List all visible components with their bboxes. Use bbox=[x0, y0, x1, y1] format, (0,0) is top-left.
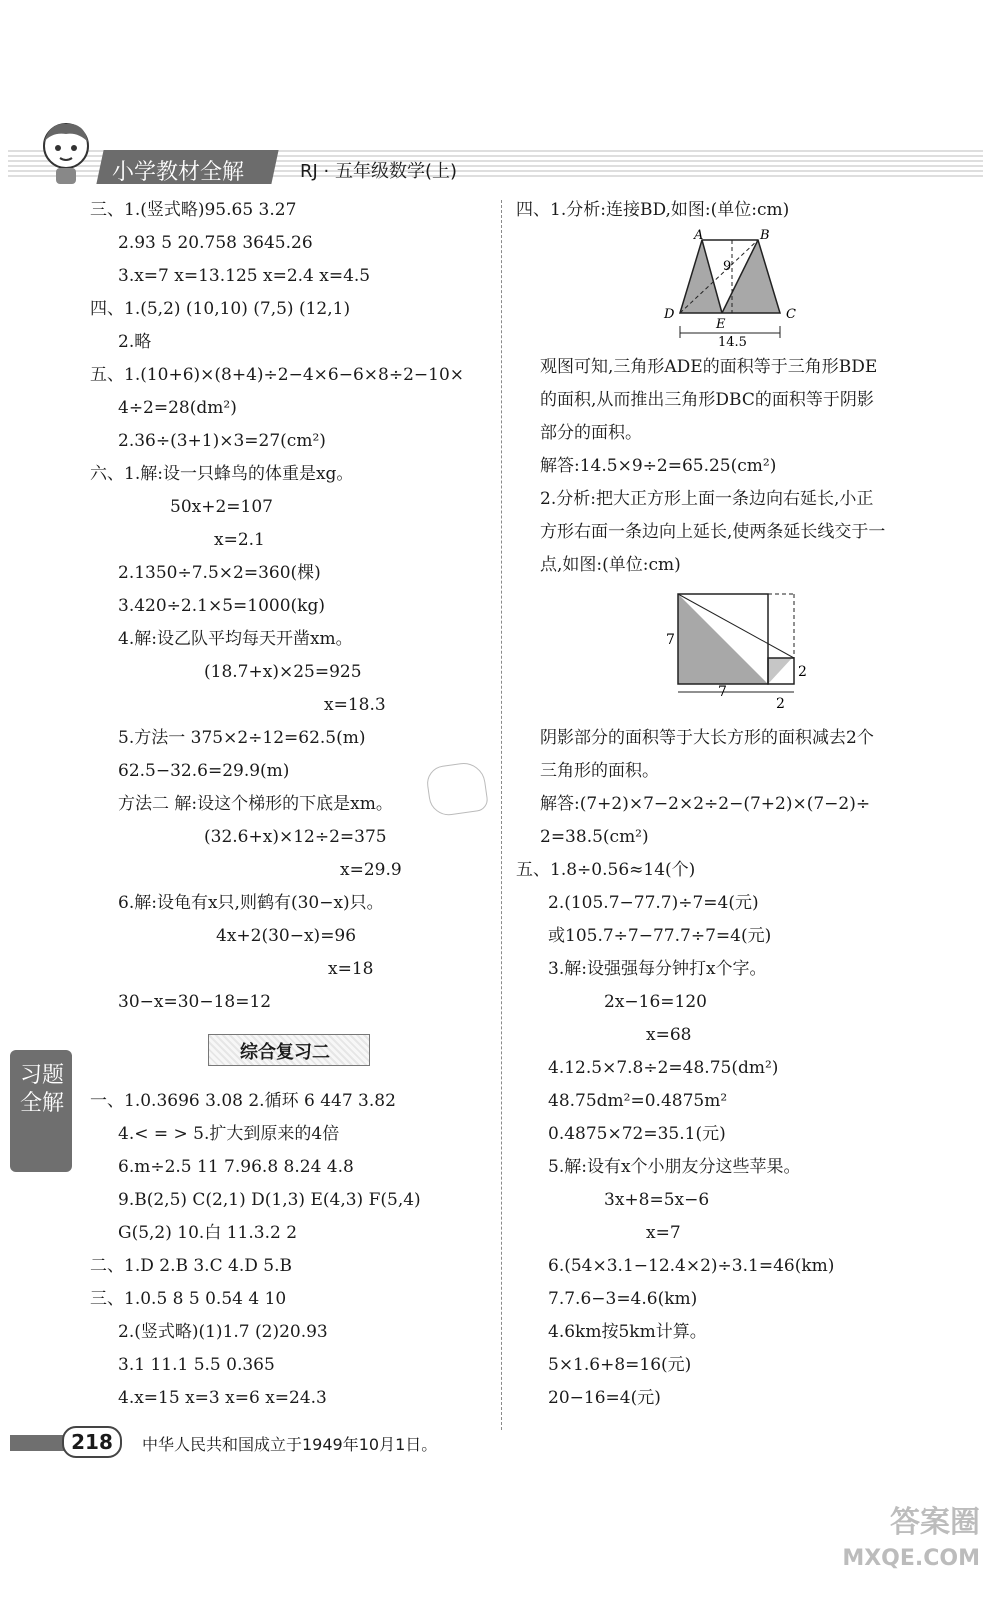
header-title: 小学教材全解 bbox=[112, 160, 245, 185]
answer-line: 三、1.0.5 8 5 0.54 4 10 bbox=[90, 1289, 287, 1309]
answer-line: 2.(105.7−77.7)÷7=4(元) bbox=[548, 893, 759, 913]
answer-line: 的面积,从而推出三角形DBC的面积等于阴影 bbox=[540, 390, 874, 410]
answer-line: 解答:14.5×9÷2=65.25(cm²) bbox=[540, 456, 777, 476]
trapezoid-figure bbox=[660, 228, 810, 353]
answer-line: x=18 bbox=[328, 959, 374, 979]
answer-line: 3.1 11.1 5.5 0.365 bbox=[118, 1355, 275, 1375]
answer-line: 解答:(7+2)×7−2×2÷2−(7+2)×(7−2)÷ bbox=[540, 794, 871, 814]
answer-line: x=7 bbox=[646, 1223, 681, 1243]
answer-line: 4x+2(30−x)=96 bbox=[216, 926, 357, 946]
answer-line: 50x+2=107 bbox=[170, 497, 273, 517]
answer-line: 6.m÷2.5 11 7.96.8 8.24 4.8 bbox=[118, 1157, 354, 1177]
answer-line: 4.< = > 5.扩大到原来的4倍 bbox=[118, 1124, 340, 1144]
answer-line: 2.略 bbox=[118, 332, 152, 352]
column-divider bbox=[501, 200, 503, 1430]
answer-line: 6.解:设龟有x只,则鹤有(30−x)只。 bbox=[118, 893, 384, 913]
answer-line: 48.75dm²=0.4875m² bbox=[548, 1091, 728, 1111]
answer-line: 2x−16=120 bbox=[604, 992, 707, 1012]
point-e-label: E bbox=[716, 317, 726, 332]
small-side-label: 2 bbox=[798, 664, 807, 680]
answer-line: 2=38.5(cm²) bbox=[540, 827, 649, 847]
answer-line: 4.12.5×7.8÷2=48.75(dm²) bbox=[548, 1058, 779, 1078]
answer-line: 六、1.解:设一只蜂鸟的体重是xg。 bbox=[90, 464, 354, 484]
answer-line: 2.分析:把大正方形上面一条边向右延长,小正 bbox=[540, 489, 874, 509]
answer-line: 4÷2=28(dm²) bbox=[118, 398, 237, 418]
height-label: 9 bbox=[723, 259, 732, 274]
answer-line: G(5,2) 10.白 11.3.2 2 bbox=[118, 1223, 298, 1243]
answer-line: 9.B(2,5) C(2,1) D(1,3) E(4,3) F(5,4) bbox=[118, 1190, 421, 1210]
answer-line: 4.6km按5km计算。 bbox=[548, 1322, 707, 1342]
answer-line: 3.解:设强强每分钟打x个字。 bbox=[548, 959, 767, 979]
point-d-label: D bbox=[664, 307, 675, 322]
squares-figure bbox=[660, 588, 810, 718]
answer-line: 方形右面一条边向上延长,使两条延长线交于一 bbox=[540, 522, 886, 542]
answer-line: 3.420÷2.1×5=1000(kg) bbox=[118, 596, 325, 616]
point-b-label: B bbox=[760, 228, 770, 243]
answer-line: 四、1.(5,2) (10,10) (7,5) (12,1) bbox=[90, 299, 351, 319]
answer-line: 阴影部分的面积等于大长方形的面积减去2个 bbox=[540, 728, 874, 748]
answer-line: 4.x=15 x=3 x=6 x=24.3 bbox=[118, 1388, 327, 1408]
big-bottom-label: 7 bbox=[718, 684, 727, 700]
answer-line: 4.解:设乙队平均每天开凿xm。 bbox=[118, 629, 353, 649]
answer-line: 3.x=7 x=13.125 x=2.4 x=4.5 bbox=[118, 266, 371, 286]
answer-line: 0.4875×72=35.1(元) bbox=[548, 1124, 726, 1144]
answer-line: x=29.9 bbox=[340, 860, 402, 880]
answer-line: 6.(54×3.1−12.4×2)÷3.1=46(km) bbox=[548, 1256, 835, 1276]
answer-line: 二、1.D 2.B 3.C 4.D 5.B bbox=[90, 1256, 292, 1276]
answer-line: (18.7+x)×25=925 bbox=[204, 662, 362, 682]
side-tab-label: 习题全解 bbox=[20, 1063, 65, 1116]
answer-line: 三角形的面积。 bbox=[540, 761, 659, 781]
answer-line: 2.1350÷7.5×2=360(棵) bbox=[118, 563, 321, 583]
answer-line: 2.(竖式略)(1)1.7 (2)20.93 bbox=[118, 1322, 328, 1342]
answer-line: 四、1.分析:连接BD,如图:(单位:cm) bbox=[516, 200, 790, 220]
answer-line: x=68 bbox=[646, 1025, 692, 1045]
answer-line: 一、1.0.3696 3.08 2.循环 6 447 3.82 bbox=[90, 1091, 396, 1111]
header-subtitle: RJ · 五年级数学(上) bbox=[300, 161, 458, 182]
footer-note: 中华人民共和国成立于1949年10月1日。 bbox=[142, 1435, 438, 1454]
point-c-label: C bbox=[786, 307, 796, 322]
mascot-icon bbox=[30, 118, 100, 188]
answer-line: 5.方法一 375×2÷12=62.5(m) bbox=[118, 728, 366, 748]
answer-line: 三、1.(竖式略)95.65 3.27 bbox=[90, 200, 297, 220]
section-title: 综合复习二 bbox=[240, 1042, 330, 1063]
answer-line: x=18.3 bbox=[324, 695, 386, 715]
footer-bar bbox=[10, 1435, 65, 1451]
answer-line: 3x+8=5x−6 bbox=[604, 1190, 710, 1210]
big-side-label: 7 bbox=[666, 632, 675, 648]
watermark-logo bbox=[842, 1505, 980, 1577]
answer-line: 五、1.8÷0.56≈14(个) bbox=[516, 860, 696, 880]
answer-line: x=2.1 bbox=[214, 530, 265, 550]
point-a-label: A bbox=[694, 228, 704, 243]
answer-line: 5.解:设有x个小朋友分这些苹果。 bbox=[548, 1157, 801, 1177]
base-label: 14.5 bbox=[718, 335, 747, 350]
answer-line: 2.93 5 20.758 3645.26 bbox=[118, 233, 313, 253]
answer-line: 7.7.6−3=4.6(km) bbox=[548, 1289, 698, 1309]
answer-line: 五、1.(10+6)×(8+4)÷2−4×6−6×8÷2−10× bbox=[90, 365, 465, 385]
stamp-mark bbox=[425, 760, 489, 818]
answer-line: (32.6+x)×12÷2=375 bbox=[204, 827, 387, 847]
answer-line: 观图可知,三角形ADE的面积等于三角形BDE bbox=[540, 357, 878, 377]
page-number: 218 bbox=[62, 1426, 122, 1458]
answer-line: 点,如图:(单位:cm) bbox=[540, 555, 681, 575]
answer-line: 部分的面积。 bbox=[540, 423, 642, 443]
answer-line: 30−x=30−18=12 bbox=[118, 992, 272, 1012]
answer-line: 62.5−32.6=29.9(m) bbox=[118, 761, 290, 781]
answer-line: 方法二 解:设这个梯形的下底是xm。 bbox=[118, 794, 393, 814]
small-bottom-label: 2 bbox=[776, 696, 785, 712]
answer-line: 或105.7÷7−77.7÷7=4(元) bbox=[548, 926, 772, 946]
answer-line: 2.36÷(3+1)×3=27(cm²) bbox=[118, 431, 326, 451]
answer-line: 20−16=4(元) bbox=[548, 1388, 661, 1408]
watermark-line2: MXQE.COM bbox=[842, 1546, 980, 1571]
answer-line: 5×1.6+8=16(元) bbox=[548, 1355, 692, 1375]
watermark-line1: 答案圈 bbox=[890, 1505, 980, 1540]
